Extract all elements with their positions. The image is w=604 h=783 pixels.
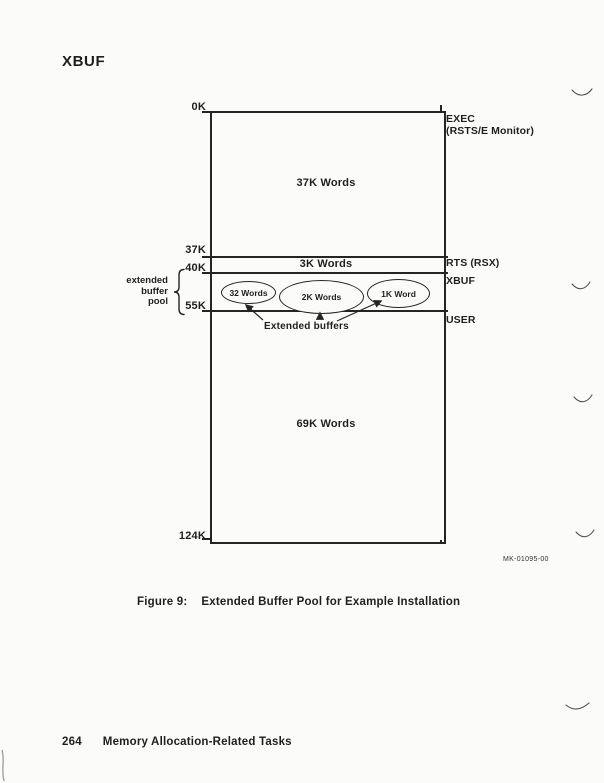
address-label-55k: 55K	[185, 300, 206, 312]
page-curl-mark	[566, 703, 589, 709]
curly-brace	[172, 268, 186, 316]
owner-label-exec-note: (RSTS/E Monitor)	[446, 124, 534, 137]
pool-annotation-line1: extended	[126, 275, 168, 286]
binding-edge-artifact	[2, 750, 4, 781]
figure-caption-title: Extended Buffer Pool for Example Installation	[201, 596, 461, 608]
owner-label-rts: RTS (RSX)	[446, 257, 500, 269]
region-size-exec: 37K Words	[296, 177, 356, 189]
owner-label-xbuf: XBUF	[446, 275, 475, 287]
pool-annotation-line3: pool	[147, 296, 168, 307]
tick-right-40k	[442, 272, 448, 274]
region-size-user: 69K Words	[296, 418, 356, 430]
address-label-0k: 0K	[191, 101, 206, 113]
footer-section-title: Memory Allocation-Related Tasks	[102, 736, 292, 748]
page-curl-mark	[576, 530, 594, 537]
figure-caption	[137, 596, 460, 608]
buffer-ellipse-2k-words-label: 2K Words	[301, 292, 342, 302]
footer-page-number: 264	[62, 736, 82, 748]
owner-label-exec-name: EXEC	[446, 113, 475, 125]
buffer-ellipse-1k-word	[367, 279, 430, 308]
segment-divider-40k	[210, 272, 442, 274]
address-label-124k: 124K	[178, 530, 206, 542]
tick-left-37k	[202, 256, 210, 258]
buffer-ellipse-32-words	[221, 281, 276, 304]
buffer-ellipse-32-words-label: 32 Words	[229, 287, 268, 298]
tick-right-55k	[442, 310, 448, 312]
pool-annotation	[104, 276, 168, 308]
page-footer	[62, 736, 292, 748]
tick-top-right-corner	[440, 105, 442, 111]
owner-label-user: USER	[446, 314, 476, 326]
owner-label-exec	[446, 114, 534, 137]
figure-caption-label: Figure 9:	[137, 596, 188, 608]
region-size-rts: 3K Words	[299, 258, 353, 270]
page-curl-mark	[572, 282, 590, 289]
page-heading: XBUF	[62, 53, 106, 70]
page-curl-mark	[574, 395, 592, 402]
pool-annotation-line2: buffer	[141, 285, 168, 297]
page-curl-mark	[572, 89, 592, 95]
tick-bottom-right-corner	[440, 540, 442, 544]
buffer-ellipse-1k-word-label: 1K Word	[381, 288, 416, 299]
doc-reference-number: MK-01095-00	[503, 556, 549, 563]
address-label-37k: 37K	[185, 244, 206, 256]
extended-buffers-caption: Extended buffers	[264, 321, 349, 332]
address-label-40k: 40K	[185, 262, 206, 274]
buffer-ellipse-2k-words	[279, 280, 364, 314]
